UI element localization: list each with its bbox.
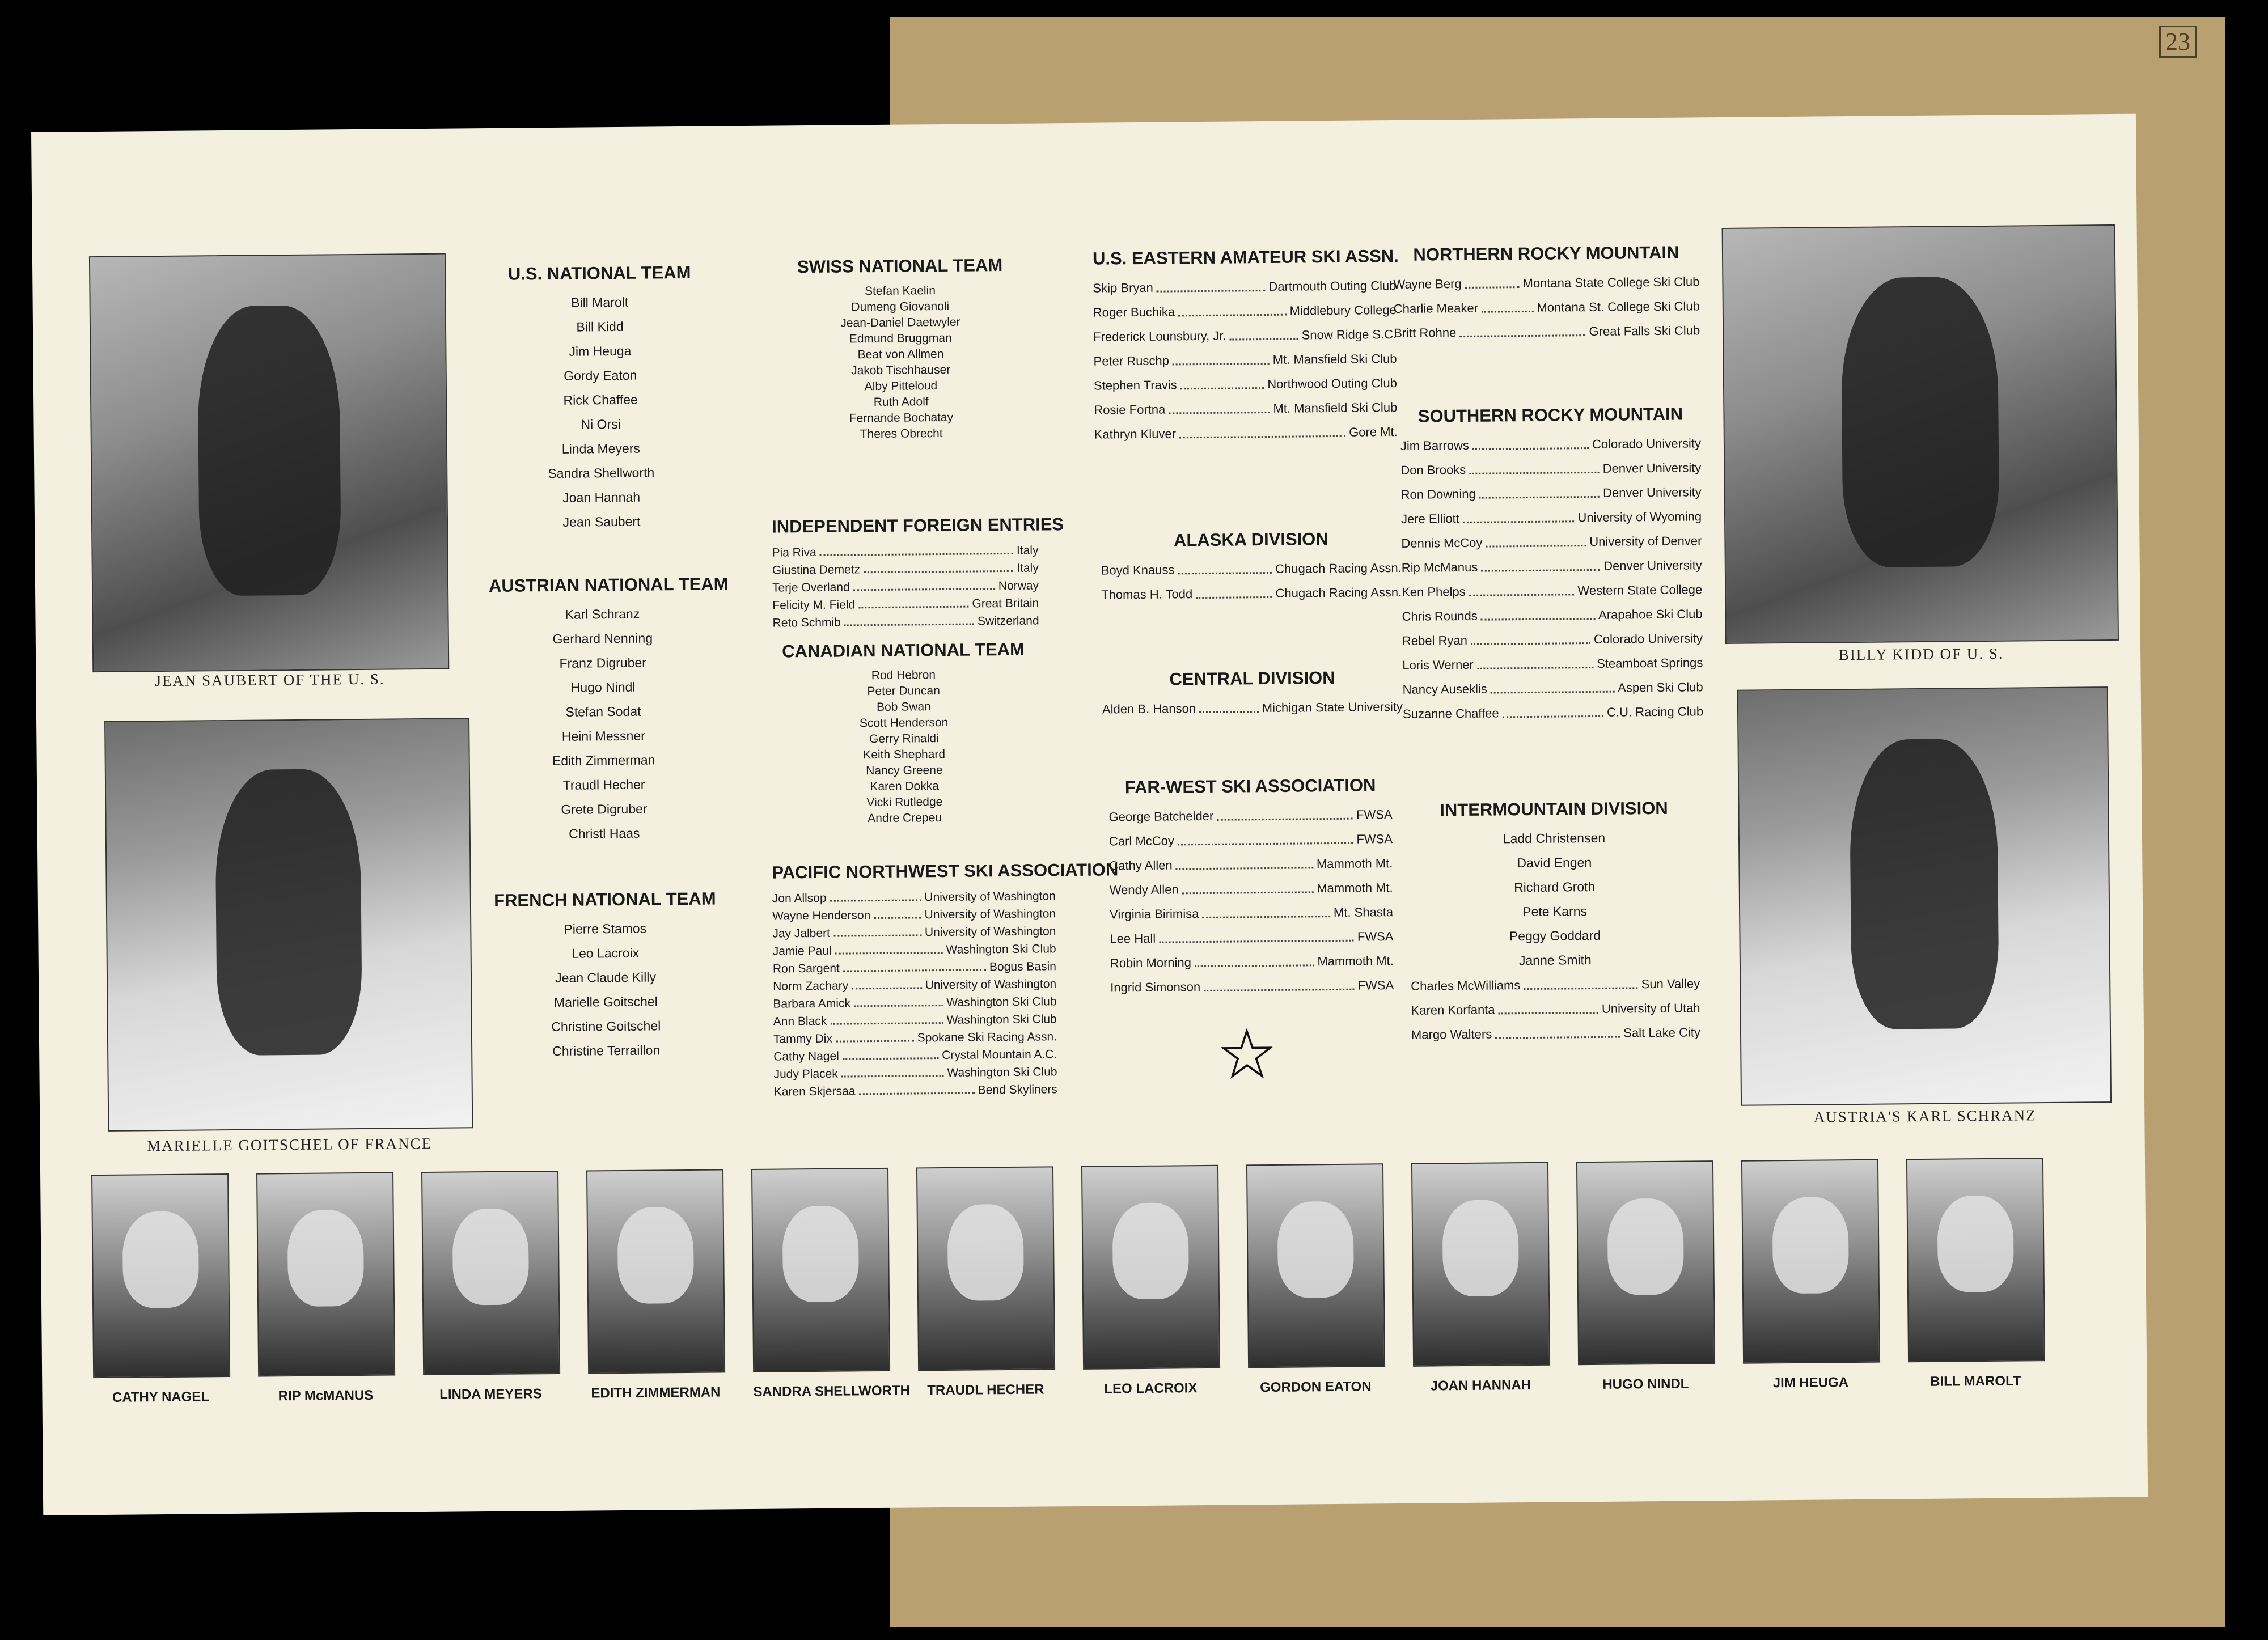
intermountain-member: Peggy Goddard <box>1509 927 1601 944</box>
entry-row <box>772 922 1056 942</box>
portrait-name: LINDA MEYERS <box>439 1386 542 1402</box>
entry-row <box>1401 504 1702 531</box>
alaska-title: ALASKA DIVISION <box>1173 529 1328 550</box>
entry-affiliation: Switzerland <box>977 614 1039 628</box>
portrait-name: GORDON EATON <box>1260 1379 1372 1396</box>
entry-affiliation: Mt. Shasta <box>1333 905 1394 920</box>
entry-affiliation: Colorado University <box>1592 436 1702 451</box>
entry-affiliation: Western State College <box>1577 582 1703 598</box>
austrian-team-member: Grete Digruber <box>561 801 648 817</box>
intermountain-member: Richard Groth <box>1514 879 1596 895</box>
entry-affiliation: Washington Ski Club <box>946 995 1057 1009</box>
french-team-title: FRENCH NATIONAL TEAM <box>493 888 716 910</box>
entry-affiliation: Denver University <box>1602 460 1702 476</box>
entry-affiliation: Great Britain <box>972 596 1039 611</box>
entry-name: Dennis McCoy <box>1401 535 1483 550</box>
entry-affiliation: Mt. Mansfield Ski Club <box>1273 400 1398 416</box>
entry-row <box>1400 431 1701 458</box>
entry-name: Cathy Allen <box>1109 858 1173 873</box>
entry-name: Cathy Nagel <box>773 1049 839 1063</box>
entry-affiliation: Aspen Ski Club <box>1618 680 1703 695</box>
canadian-team-member: Andre Crepeu <box>868 811 942 825</box>
entry-name: George Batchelder <box>1108 808 1214 824</box>
entry-name: Charles McWilliams <box>1411 978 1521 993</box>
portrait-name: CATHY NAGEL <box>112 1389 210 1405</box>
entry-name: Britt Rohne <box>1394 325 1457 341</box>
portrait-name: RIP McMANUS <box>278 1387 374 1404</box>
entry-name: Terje Overland <box>772 580 850 595</box>
austrian-team-member: Traudl Hecher <box>562 777 645 793</box>
entry-row <box>1102 694 1403 722</box>
entry-affiliation: Dartmouth Outing Club <box>1268 278 1397 294</box>
entry-row <box>1109 827 1393 853</box>
entry-name: Kathryn Kluver <box>1094 426 1177 442</box>
entry-row <box>1110 948 1394 975</box>
entry-row <box>773 940 1056 960</box>
entry-row <box>1400 455 1701 482</box>
canadian-team-member: Karen Dokka <box>870 779 939 794</box>
entry-row <box>1093 346 1397 374</box>
caption-marielle-goitschel: MARIELLE GOITSCHEL OF FRANCE <box>147 1134 433 1155</box>
entry-name: Tammy Dix <box>773 1032 832 1046</box>
austrian-team-title: AUSTRIAN NATIONAL TEAM <box>488 574 729 596</box>
entry-row <box>772 577 1039 597</box>
entry-row <box>773 1063 1057 1083</box>
entry-row <box>1094 371 1397 398</box>
entry-row <box>773 1045 1057 1065</box>
entry-name: Ken Phelps <box>1402 584 1466 599</box>
canadian-team-title: CANADIAN NATIONAL TEAM <box>782 639 1025 662</box>
entry-affiliation: FWSA <box>1357 978 1394 993</box>
intermountain-member: Janne Smith <box>1518 952 1592 968</box>
entry-affiliation: Mammoth Mt. <box>1317 954 1394 969</box>
portrait-photo <box>916 1166 1055 1371</box>
entry-name: Giustina Demetz <box>772 563 861 577</box>
canadian-team-member: Rod Hebron <box>871 668 936 683</box>
entry-name: Norm Zachary <box>773 979 849 993</box>
swiss-team-member: Alby Pitteloud <box>864 379 938 393</box>
austrian-team-member: Gerhard Nenning <box>552 630 653 647</box>
canadian-team-member: Peter Duncan <box>867 684 940 698</box>
entry-affiliation: Colorado University <box>1593 631 1703 646</box>
french-team-member: Christine Goitschel <box>551 1018 661 1035</box>
portrait-name: JOAN HANNAH <box>1430 1378 1531 1394</box>
entry-name: Jon Allsop <box>772 891 827 905</box>
entry-affiliation: Italy <box>1016 544 1039 557</box>
entry-name: Ann Black <box>773 1014 827 1028</box>
entry-row <box>1109 851 1393 878</box>
portrait-photo <box>1576 1160 1715 1365</box>
entry-row <box>772 595 1039 615</box>
us-team-member: Gordy Eaton <box>564 367 637 383</box>
swiss-team-title: SWISS NATIONAL TEAM <box>797 255 1003 277</box>
southern-rocky-title: SOUTHERN ROCKY MOUNTAIN <box>1417 404 1683 426</box>
entry-row <box>773 1028 1057 1048</box>
austrian-team-member: Karl Schranz <box>565 606 640 622</box>
program-spread <box>31 114 2148 1515</box>
entry-row <box>1411 971 1700 998</box>
entry-row <box>1402 626 1703 653</box>
portrait-photo <box>751 1168 890 1372</box>
entry-row <box>1394 294 1700 321</box>
austrian-team-member: Heini Messner <box>561 728 645 744</box>
entry-name: Carl McCoy <box>1108 833 1174 849</box>
entry-row <box>1094 395 1397 422</box>
entry-name: Jay Jalbert <box>772 926 831 940</box>
portrait-name: EDITH ZIMMERMAN <box>591 1384 721 1401</box>
entry-name: Don Brooks <box>1400 462 1466 477</box>
entry-row <box>1394 318 1700 345</box>
entry-row <box>1094 419 1398 447</box>
us-eastern-amateur-ski-assn <box>1093 246 1398 447</box>
southern-rocky-mountain <box>1400 404 1703 726</box>
entry-row <box>774 1080 1057 1100</box>
canadian-team-member: Keith Shephard <box>863 747 946 762</box>
entry-affiliation: University of Washington <box>924 907 1056 922</box>
portrait-photo <box>1741 1159 1880 1364</box>
us-national-team <box>486 262 715 535</box>
entry-affiliation: Washington Ski Club <box>947 1065 1057 1079</box>
intermountain-member: David Engen <box>1517 855 1592 871</box>
entry-affiliation: Chugach Racing Assn. <box>1275 584 1402 600</box>
entry-row <box>1393 269 1699 296</box>
entry-name: Wayne Henderson <box>772 909 871 923</box>
entry-name: Felicity M. Field <box>772 598 856 612</box>
entry-name: Suzanne Chaffee <box>1402 706 1499 721</box>
us-team-member: Jean Saubert <box>562 514 641 529</box>
portrait-photo <box>1906 1158 2045 1362</box>
entry-name: Alden B. Hanson <box>1102 701 1196 717</box>
star-icon <box>1221 1028 1273 1080</box>
caption-karl-schranz: AUSTRIA'S KARL SCHRANZ <box>1813 1107 2037 1126</box>
entry-row <box>772 542 1038 562</box>
entry-affiliation: Montana State College Ski Club <box>1522 274 1700 291</box>
far-west-ski-association <box>1108 775 1394 999</box>
entry-affiliation: University of Washington <box>925 977 1057 992</box>
entry-name: Jere Elliott <box>1400 511 1459 526</box>
entry-row <box>772 560 1039 579</box>
entry-affiliation: Michigan State University <box>1262 699 1403 715</box>
portrait-name: JIM HEUGA <box>1772 1375 1849 1391</box>
entry-row <box>1411 1020 1700 1046</box>
us-team-member: Linda Meyers <box>561 440 641 456</box>
caption-jean-saubert: JEAN SAUBERT OF THE U. S. <box>155 670 385 690</box>
entry-row <box>772 612 1039 632</box>
entry-affiliation: FWSA <box>1356 807 1393 822</box>
portrait-photo <box>421 1171 560 1375</box>
swiss-team-member: Jakob Tischhauser <box>851 363 951 378</box>
entry-name: Peter Ruschp <box>1093 353 1169 368</box>
entry-name: Rip McManus <box>1401 560 1478 575</box>
entry-row <box>1402 601 1702 629</box>
entry-affiliation: Middlebury College <box>1289 303 1397 318</box>
photo-marielle-goitschel <box>104 718 473 1132</box>
entry-affiliation: University of Washington <box>924 925 1056 939</box>
canadian-national-team <box>767 639 1041 828</box>
portrait-name: BILL MAROLT <box>1930 1373 2021 1389</box>
entry-name: Wayne Berg <box>1393 276 1462 292</box>
pacific-northwest-ski-association <box>772 859 1119 1100</box>
us-team-member: Rick Chaffee <box>563 392 638 408</box>
entry-affiliation: FWSA <box>1356 832 1393 846</box>
us-team-title: U.S. NATIONAL TEAM <box>507 262 691 284</box>
entry-affiliation: C.U. Racing Club <box>1606 704 1704 719</box>
entry-row <box>773 993 1056 1012</box>
northern-rocky-mountain <box>1393 242 1700 345</box>
entry-affiliation: Norway <box>998 579 1039 593</box>
canadian-team-member: Gerry Rinaldi <box>869 732 939 746</box>
portrait-name: TRAUDL HECHER <box>927 1382 1044 1399</box>
portrait-photo <box>1081 1165 1220 1370</box>
entry-affiliation: Snow Ridge S.C. <box>1301 327 1397 342</box>
canadian-team-member: Scott Henderson <box>859 715 949 730</box>
austrian-team-member: Hugo Nindl <box>570 679 636 695</box>
entry-name: Charlie Meaker <box>1393 300 1479 316</box>
austrian-team-member: Edith Zimmerman <box>552 752 655 769</box>
portrait-photo <box>1246 1163 1385 1368</box>
intermountain-member: Pete Karns <box>1522 904 1588 919</box>
entry-row <box>773 1010 1057 1030</box>
entry-name: Nancy Auseklis <box>1402 681 1487 697</box>
entry-name: Stephen Travis <box>1093 378 1177 393</box>
french-team-member: Marielle Goitschel <box>553 994 658 1010</box>
caption-billy-kidd: BILLY KIDD OF U. S. <box>1838 645 2004 664</box>
entry-row <box>1402 577 1702 604</box>
swiss-national-team <box>764 255 1038 443</box>
us-team-member: Jim Heuga <box>569 343 632 359</box>
portrait-photo <box>91 1173 230 1378</box>
entry-affiliation: Montana St. College Ski Club <box>1537 299 1700 315</box>
entry-row <box>1411 995 1700 1022</box>
entry-name: Ron Sargent <box>772 961 840 976</box>
entry-affiliation: Washington Ski Club <box>946 1012 1057 1027</box>
entry-name: Judy Placek <box>773 1067 838 1081</box>
swiss-team-member: Stefan Kaelin <box>864 284 936 298</box>
us-team-member: Sandra Shellworth <box>548 465 655 481</box>
entry-name: Roger Buchika <box>1093 304 1175 320</box>
intermountain-division <box>1409 798 1700 1046</box>
entry-name: Lee Hall <box>1110 931 1156 946</box>
entry-row <box>1093 298 1397 325</box>
entry-affiliation: University of Utah <box>1601 1001 1700 1016</box>
entry-affiliation: University of Denver <box>1589 533 1702 549</box>
swiss-team-member: Fernande Bochatay <box>849 410 954 425</box>
entry-name: Loris Werner <box>1402 657 1474 672</box>
entry-affiliation: Steamboat Springs <box>1597 655 1703 671</box>
entry-affiliation: Italy <box>1017 561 1039 575</box>
canadian-team-member: Vicki Rutledge <box>866 795 943 810</box>
austrian-team-member: Stefan Sodat <box>565 704 641 719</box>
northern-rocky-title: NORTHERN ROCKY MOUNTAIN <box>1413 242 1679 265</box>
entry-affiliation: Denver University <box>1602 485 1702 500</box>
entry-affiliation: Washington Ski Club <box>946 942 1056 956</box>
pacific-nw-title: PACIFIC NORTHWEST SKI ASSOCIATION <box>772 859 1119 883</box>
entry-name: Karen Korfanta <box>1411 1002 1495 1018</box>
entry-name: Rebel Ryan <box>1402 633 1467 648</box>
entry-name: Skip Bryan <box>1093 280 1153 295</box>
swiss-team-member: Ruth Adolf <box>873 395 929 409</box>
entry-row <box>1110 875 1393 902</box>
entry-affiliation: Bogus Basin <box>989 960 1057 974</box>
entry-row <box>772 905 1056 925</box>
entry-row <box>1110 973 1394 999</box>
entry-row <box>1101 556 1402 583</box>
french-national-team <box>492 888 720 1063</box>
entry-row <box>773 975 1056 995</box>
entry-name: Jim Barrows <box>1400 438 1470 453</box>
entry-affiliation: Gore Mt. <box>1349 424 1398 439</box>
entry-name: Frederick Lounsbury, Jr. <box>1093 328 1226 344</box>
entry-affiliation: Salt Lake City <box>1623 1025 1701 1040</box>
entry-row <box>1403 699 1703 726</box>
canadian-team-member: Bob Swan <box>876 700 931 714</box>
entry-row <box>772 887 1056 907</box>
entry-name: Reto Schmib <box>772 616 841 630</box>
archive-number: 23 <box>2159 26 2197 58</box>
entry-name: Wendy Allen <box>1109 882 1179 897</box>
entry-name: Rosie Fortna <box>1094 402 1166 417</box>
entry-name: Jamie Paul <box>772 944 832 958</box>
entry-name: Barbara Amick <box>773 997 851 1011</box>
entry-name: Virginia Birimisa <box>1110 906 1199 922</box>
entry-affiliation: University of Wyoming <box>1577 509 1702 525</box>
alaska-division <box>1101 528 1402 607</box>
intermountain-member: Ladd Christensen <box>1503 830 1606 846</box>
entry-name: Chris Rounds <box>1402 608 1478 624</box>
french-team-member: Pierre Stamos <box>564 921 647 936</box>
entry-name: Ingrid Simonson <box>1110 980 1201 995</box>
entry-row <box>1093 322 1397 349</box>
photo-billy-kidd <box>1722 224 2119 644</box>
independent-foreign-entries <box>771 514 1064 632</box>
entry-affiliation: FWSA <box>1357 929 1394 944</box>
canadian-team-member: Nancy Greene <box>866 764 943 778</box>
entry-affiliation: Denver University <box>1603 558 1702 573</box>
entry-affiliation: Mt. Mansfield Ski Club <box>1272 351 1397 367</box>
entry-row <box>1400 480 1701 507</box>
swiss-team-member: Edmund Bruggman <box>849 331 952 346</box>
austrian-national-team <box>488 574 729 846</box>
us-team-member: Ni Orsi <box>581 416 621 432</box>
entry-name: Boyd Knauss <box>1101 562 1175 578</box>
central-title: CENTRAL DIVISION <box>1169 667 1335 689</box>
entry-name: Margo Walters <box>1411 1027 1492 1042</box>
entry-affiliation: Great Falls Ski Club <box>1589 323 1700 339</box>
entry-name: Pia Riva <box>772 545 816 560</box>
far-west-title: FAR-WEST SKI ASSOCIATION <box>1124 775 1376 798</box>
austrian-team-member: Franz Digruber <box>559 655 647 671</box>
entry-affiliation: University of Washington <box>924 889 1056 904</box>
portrait-photo <box>586 1169 725 1374</box>
entry-row <box>1110 924 1393 951</box>
entry-affiliation: Mammoth Mt. <box>1317 880 1393 896</box>
photo-karl-schranz <box>1737 686 2112 1106</box>
entry-affiliation: Crystal Mountain A.C. <box>942 1048 1057 1062</box>
entry-name: Ron Downing <box>1400 486 1476 502</box>
entry-name: Karen Skjersaa <box>773 1084 856 1099</box>
entry-affiliation: Bend Skyliners <box>978 1083 1057 1097</box>
us-team-member: Joan Hannah <box>562 489 641 505</box>
entry-row <box>1402 650 1703 677</box>
swiss-team-member: Theres Obrecht <box>860 426 943 441</box>
portrait-name: SANDRA SHELLWORTH <box>753 1383 910 1400</box>
entry-row <box>1108 802 1392 829</box>
us-team-member: Bill Kidd <box>576 319 624 334</box>
entry-affiliation: Arapahoe Ski Club <box>1598 607 1703 622</box>
entry-row <box>1101 580 1402 607</box>
portrait-name: LEO LACROIX <box>1104 1380 1198 1397</box>
swiss-team-member: Beat von Allmen <box>857 347 944 362</box>
entry-row <box>773 957 1056 977</box>
entry-affiliation: Mammoth Mt. <box>1316 856 1393 871</box>
entry-name: Thomas H. Todd <box>1101 587 1193 602</box>
photo-jean-saubert <box>89 253 449 672</box>
entry-affiliation: Northwood Outing Club <box>1267 375 1398 391</box>
austrian-team-member: Christl Haas <box>569 825 640 841</box>
portrait-photo <box>256 1172 395 1376</box>
entry-name: Robin Morning <box>1110 955 1192 971</box>
swiss-team-member: Jean-Daniel Daetwyler <box>840 315 960 330</box>
swiss-team-member: Dumeng Giovanoli <box>851 299 950 314</box>
entry-row <box>1093 273 1396 300</box>
portrait-name: HUGO NINDL <box>1602 1376 1689 1392</box>
intermountain-title: INTERMOUNTAIN DIVISION <box>1440 798 1668 820</box>
entry-row <box>1402 553 1702 580</box>
central-division <box>1102 667 1403 722</box>
entry-row <box>1402 675 1703 702</box>
portrait-photo <box>1411 1162 1550 1367</box>
independent-title: INDEPENDENT FOREIGN ENTRIES <box>771 514 1064 537</box>
entry-affiliation: Sun Valley <box>1641 976 1700 991</box>
french-team-member: Jean Claude Killy <box>555 969 657 985</box>
french-team-member: Christine Terraillon <box>552 1043 661 1059</box>
entry-row <box>1401 528 1702 556</box>
entry-affiliation: Spokane Ski Racing Assn. <box>917 1030 1057 1045</box>
portrait-strip <box>91 1157 2140 1441</box>
french-team-member: Leo Lacroix <box>572 945 640 961</box>
us-eastern-title: U.S. EASTERN AMATEUR SKI ASSN. <box>1092 245 1399 269</box>
us-team-member: Bill Marolt <box>571 294 629 310</box>
entry-row <box>1110 900 1393 926</box>
entry-affiliation: Chugach Racing Assn. <box>1275 560 1402 576</box>
